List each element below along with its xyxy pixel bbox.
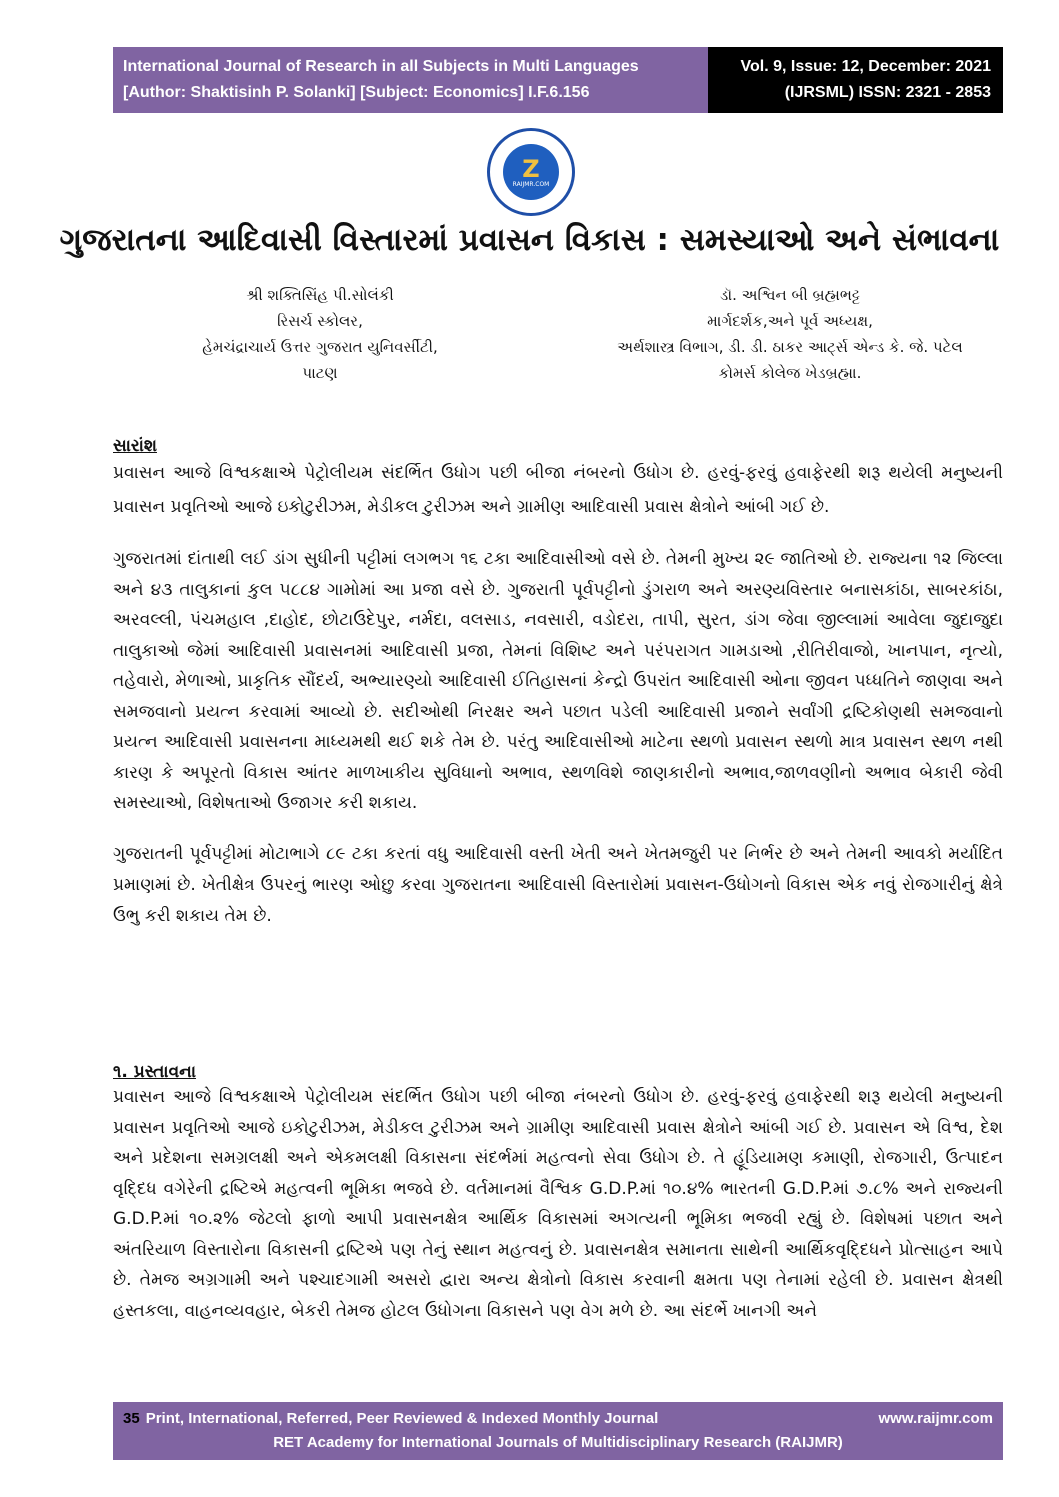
introduction-paragraph: પ્રવાસન આજે વિશ્વકક્ષાએ પેટ્રોલીયમ સંદર્ભિત ઉધોગ પછી બીજા નંબરનો ઉધોગ છે. હરવું-ફરવું હવાફેરથી શરૂ થયેલી મનુષ્યની પ્રવાસન પ્રવૃતિઓ આજે ઇકોટુરીઝમ, મેડીકલ ટુરીઝમ અને ગ્રામીણ આદિવાસી પ્રવાસ ક્ષેત્રોને આંબી ગઈ છે. પ્રવાસન એ વિશ્વ, દેશ અને પ્રદેશના સમગ્રલક્ષી અને એકમલક્ષી વિકાસના સંદર્ભમાં મહત્વનો સેવા ઉધોગ છે. તે હૂંડિયામણ કમાણી, રોજગારી, ઉત્પાદન વૃદ્દિધ વગેરેની દ્રષ્ટિએ મહત્વની ભૂમિકા ભજવે છે. વર્તમાનમાં વૈશ્વિક G.D.P.માં ૧૦.૪% ભારતની G.D.P.માં ૭.૮% અને રાજ્યની G.D.P.માં ૧૦.૨% જેટલો ફાળો આપી પ્રવાસનક્ષેત્ર આર્થિક વિકાસમાં અગત્યની ભૂમિકા ભજવી રહ્યું છે. વિશેષમાં પછાત અને અંતરિયાળ વિસ્તારોના વિકાસની દ્રષ્ટિએ પણ તેનું સ્થાન મહત્વનું છે. પ્રવાસનક્ષેત્ર સમાનતા સાથેની આર્થિકવૃદ્દિધને પ્રોત્સાહન આપે છે. તેમજ અગ્રગામી અને પશ્ચાદગામી અસરો દ્વારા અન્ય ક્ષેત્રોનો વિકાસ કરવાની ક્ષમતા પણ તેનામાં રહેલી છે. પ્રવાસન ક્ષેત્રથી હસ્તકલા, વાહનવ્યવહાર, બેકરી તેમજ હોટલ ઉધોગના વિકાસને પણ વેગ મળે છે. આ સંદર્ભે ખાનગી અને [113,1087,1003,1321]
volume-issue: Vol. 9, Issue: 12, December: 2021 [740,58,991,75]
author-right [590,282,990,386]
header-right [708,47,1003,113]
author-left [170,282,470,386]
author-role: માર્ગદર્શક,અને પૂર્વ અધ્યક્ષ, [707,312,873,330]
author-city: પાટણ [302,364,338,382]
logo-text: RAIJMR.COM [512,180,550,188]
author-subject-line: [Author: Shaktisinh P. Solanki] [Subject: Economics] I.F.6.156 [123,84,590,101]
author-name: શ્રી શક્તિસિંહ પી.સોલંકી [246,286,394,304]
introduction-heading: ૧. પ્રસ્તાવના [113,1062,197,1082]
article-title: ગુજરાતના આદિવાસી વિસ્તારમાં પ્રવાસન વિકાસ : સમસ્યાઓ અને સંભાવના [59,222,1000,258]
author-affiliation: હેમચંદ્રાચાર્ય ઉત્તર ગુજરાત યુનિવર્સીટી, [202,338,438,356]
journal-footer [113,1402,1003,1460]
abstract-heading: સારાંશ [113,436,157,456]
publisher-name: RET Academy for International Journals of Multidisciplinary Research (RAIJMR) [273,1434,843,1451]
abstract-paragraph: ગુજરાતની પૂર્વપટ્ટીમાં મોટાભાગે ૮૯ ટકા કરતાં વધુ આદિવાસી વસ્તી ખેતી અને ખેતમજુરી પર નિર્ભર છે અને તેમની આવકો મર્યાદિત પ્રમાણમાં છે. ખેતીક્ષેત્ર ઉપરનું ભારણ ઓછુ કરવા ગુજરાતના આદિવાસી વિસ્તારોમાં પ્રવાસન-ઉધોગનો વિકાસ એક નવું રોજગારીનું ક્ષેત્રે ઉભુ કરી શકાય તેમ છે. [113,843,1003,926]
issn: (IJRSML) ISSN: 2321 - 2853 [784,84,991,101]
author-name: ડૉ. અશ્વિન બી બ્રહ્મભટ્ટ [720,286,860,304]
footer-tagline: Print, International, Referred, Peer Reviewed & Indexed Monthly Journal [145,1410,659,1427]
introduction-section [113,1062,1003,1326]
logo-emblem: Z RAIJMR.COM [503,144,559,200]
page-number: 35 [123,1410,140,1427]
abstract-paragraph: પ્રવાસન આજે વિશ્વકક્ષાએ પેટ્રોલીયમ સંદર્ભિત ઉધોગ પછી બીજા નંબરનો ઉધોગ છે. હરવું-ફરવું હવાફેરથી શરૂ થયેલી મનુષ્યની પ્રવાસન પ્રવૃતિઓ આજે ઇકોટુરીઝમ, મેડીકલ ટુરીઝમ અને ગ્રામીણ આદિવાસી પ્રવાસ ક્ષેત્રોને આંબી ગઈ છે. [113,463,1003,517]
website-link[interactable]: www.raijmr.com [878,1410,993,1427]
author-role: રિસર્ચ સ્કોલર, [277,312,363,330]
abstract-paragraph: ગુજરાતમાં દાંતાથી લઈ ડાંગ સુધીની પટ્ટીમાં લગભગ ૧૬ ટકા આદિવાસીઓ વસે છે. તેમની મુખ્ય ૨૯ જાતિઓ છે. રાજ્યના ૧૨ જિલ્લા અને ૪૩ તાલુકાનાં કુલ ૫૮૮૪ ગામોમાં આ પ્રજા વસે છે. ગુજરાતી પૂર્વપટ્ટીનો ડુંગરાળ અને અરણ્યવિસ્તાર બનાસકાંઠા, સાબરકાંઠા, અરવલ્લી, પંચમહાલ ,દાહોદ, છોટાઉદેપુર, નર્મદા, વલસાડ, નવસારી, વડોદરા, તાપી, સુરત, ડાંગ જેવા જીલ્લામાં આવેલા જુદાજુદા તાલુકાઓ જેમાં આદિવાસી પ્રવાસનમાં આદિવાસી પ્રજા, તેમનાં વિશિષ્ટ અને પરંપરાગત ગામડાઓ ,રીતિરીવાજો, ખાનપાન, નૃત્યો, તહેવારો, મેળાઓ, પ્રાકૃતિક સૌંદર્ય, અભ્યારણ્યો આદિવાસી ઈતિહાસનાં કેન્દ્રો ઉપરાંત આદિવાસી ઓના જીવન પધ્ધતિને જાણવા અને સમજવાનો પ્રયત્ન કરવામાં આવ્યો છે. સદીઓથી નિરક્ષર અને પછાત પડેલી આદિવાસી પ્રજાને સર્વાંગી દ્રષ્ટિકોણથી સમજવાનો પ્રયત્ન આદિવાસી પ્રવાસનના માધ્યમથી થઈ શકે તેમ છે. પરંતુ આદિવાસીઓ માટેના સ્થળો પ્રવાસન સ્થળો માત્ર પ્રવાસન સ્થળ નથી કારણ કે અપૂરતો વિકાસ આંતર માળખાકીય સુવિધાનો અભાવ, સ્થળવિશે જાણકારીનો અભાવ,જાળવણીનો અભાવ બેકારી જેવી સમસ્યાઓ, વિશેષતાઓ ઉજાગર કરી શકાય. [113,549,1003,813]
journal-name: International Journal of Research in all Subjects in Multi Languages [123,58,639,75]
abstract-section [113,436,1003,932]
author-affiliation: અર્થશાસ્ત્ર વિભાગ, ડી. ડી. ઠાકર આર્ટ્સ એન્ડ કે. જે. પટેલ [617,338,963,356]
header-left [113,47,708,113]
journal-logo [487,128,575,216]
journal-header [113,47,1003,113]
author-college: કોમર્સ કોલેજ ખેડબ્રહ્મા. [718,364,862,382]
